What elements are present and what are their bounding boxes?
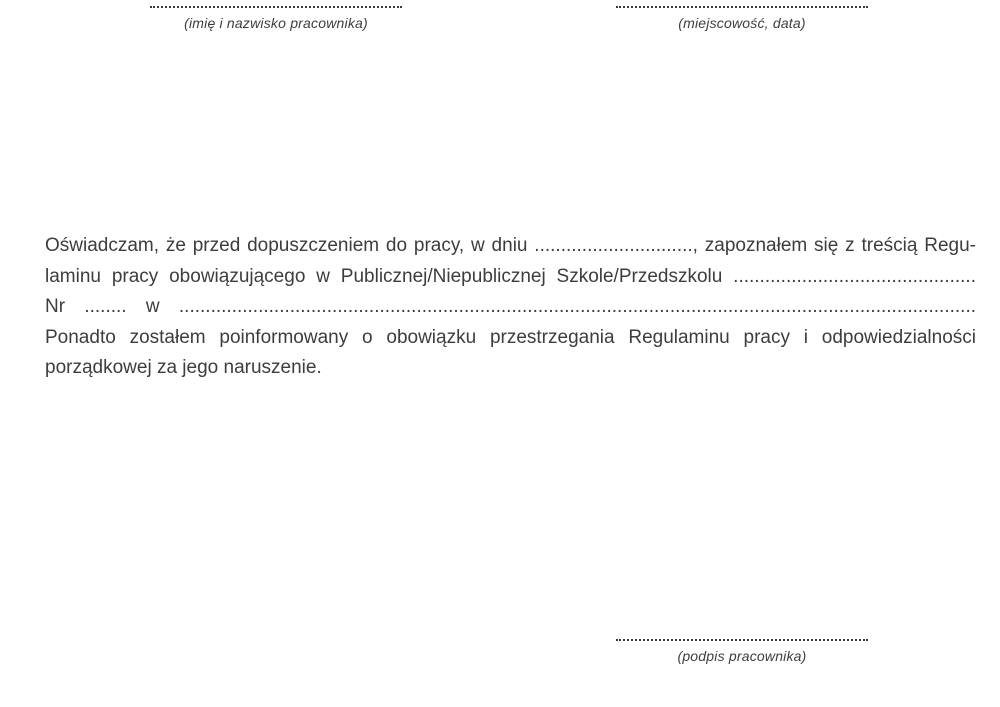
declaration-line: Nr ........ w ....................................................................................................................................................... [45, 296, 976, 318]
declaration-paragraph [45, 231, 976, 384]
employee-signature-caption: (podpis pracownika) [677, 648, 807, 664]
employee-name-caption: (imię i nazwisko pracownika) [184, 15, 368, 31]
place-date-signature-area [616, 0, 868, 31]
employee-signature-area [616, 633, 868, 664]
dotted-line [616, 0, 868, 8]
declaration-line: Ponadto zostałem poinformowany o obowiązku przestrzegania Regulaminu pracy i odpowiedzialności [45, 326, 976, 348]
employee-name-signature-area [150, 0, 402, 31]
dotted-line [616, 633, 868, 641]
declaration-line: Oświadczam, że przed dopuszczeniem do pracy, w dniu .............................., zapoznałem się z treścią Regu- [45, 235, 976, 256]
declaration-line: porządkowej za jego naruszenie. [45, 357, 322, 379]
dotted-line [150, 0, 402, 8]
declaration-line: laminu pracy obowiązującego w Publicznej/Niepublicznej Szkole/Przedszkolu .............................................. [45, 265, 976, 287]
place-date-caption: (miejscowość, data) [678, 15, 806, 31]
